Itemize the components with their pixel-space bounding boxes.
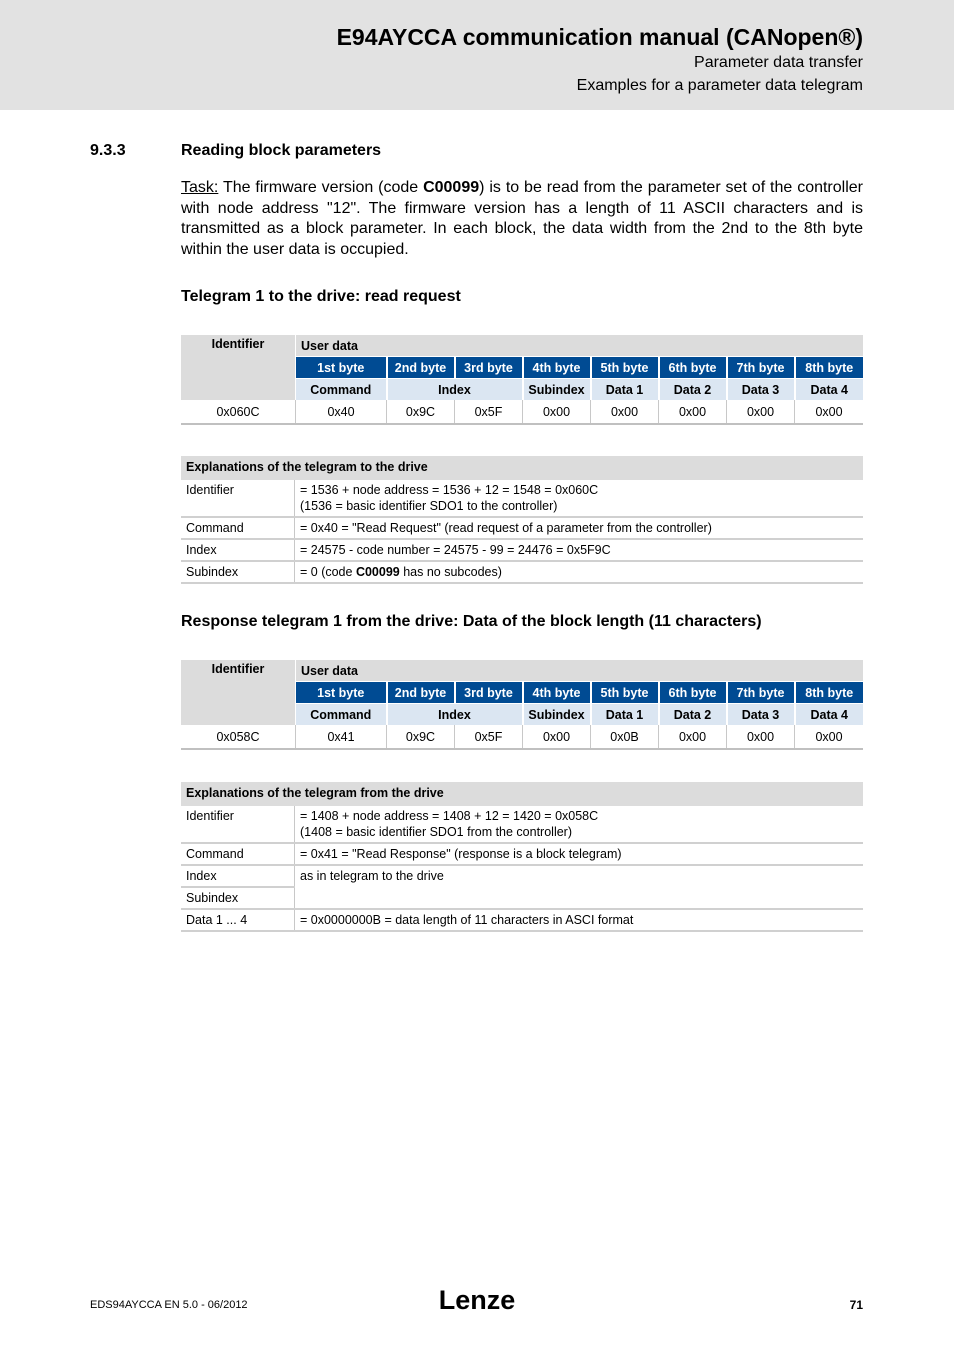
identifier-value: 0x060C [181, 400, 296, 424]
byte-value: 0x00 [591, 400, 659, 424]
telegram2-heading: Response telegram 1 from the drive: Data of the block length (11 characters) [181, 613, 762, 630]
field-header-data3: Data 3 [727, 379, 795, 401]
task-paragraph [181, 178, 863, 260]
byte-header: 2nd byte [387, 682, 455, 704]
byte-header: 8th byte [795, 682, 864, 704]
identifier-header: Identifier [181, 335, 296, 400]
explanation-text: = 0x0000000B = data length of 11 characters in ASCI format [295, 909, 864, 931]
explanation-label: Command [181, 843, 295, 865]
explanation-post: has no subcodes) [399, 565, 502, 579]
byte-value: 0x00 [659, 400, 727, 424]
byte-header: 4th byte [523, 682, 591, 704]
byte-value: 0x00 [659, 725, 727, 749]
page-number: 71 [849, 1298, 863, 1312]
section-number: 9.3.3 [90, 142, 126, 159]
task-text-2: ) is to be read from the parameter set of the controller with node address "12". The firmware version has a length of 11 ASCII characters and is transmitted as a block parameter. In each block, the data width from the 2nd to the 8th byte within the user data is occupied. [181, 179, 863, 258]
explanation-label: Identifier [181, 480, 295, 517]
field-header-data1: Data 1 [591, 379, 659, 401]
explanation-text [295, 806, 864, 843]
explanation-label: Subindex [181, 887, 295, 909]
user-data-header: User data [296, 660, 864, 682]
field-header-data2: Data 2 [659, 379, 727, 401]
explanation-line: = 1536 + node address = 1536 + 12 = 1548 = 0x060C [300, 483, 599, 497]
explanation-label: Command [181, 517, 295, 539]
explanation-pre: = 0 (code [300, 565, 356, 579]
byte-value: 0x00 [727, 725, 795, 749]
explanation2-table [181, 782, 863, 932]
byte-value: 0x41 [296, 725, 387, 749]
field-header-data3: Data 3 [727, 704, 795, 726]
byte-value: 0x0B [591, 725, 659, 749]
explanation-label: Subindex [181, 561, 295, 583]
chapter-title: Parameter data transfer [694, 54, 863, 71]
document-title: E94AYCCA communication manual (CANopen®) [336, 24, 863, 50]
byte-header: 7th byte [727, 357, 795, 379]
explanation-line: (1536 = basic identifier SDO1 to the controller) [300, 499, 558, 513]
telegram2-table [181, 660, 863, 750]
explanation-label: Identifier [181, 806, 295, 843]
explanation1-heading: Explanations of the telegram to the drive [181, 456, 863, 480]
lenze-logo [437, 1285, 517, 1315]
field-header-data2: Data 2 [659, 704, 727, 726]
explanation-text: = 0x41 = "Read Response" (response is a block telegram) [295, 843, 864, 865]
byte-header: 5th byte [591, 357, 659, 379]
logo-text: Lenze [438, 1285, 516, 1315]
byte-value: 0x9C [387, 400, 455, 424]
identifier-header: Identifier [181, 660, 296, 725]
field-header-index: Index [387, 704, 523, 726]
byte-value: 0x5F [455, 400, 523, 424]
explanation-label: Data 1 ... 4 [181, 909, 295, 931]
byte-header: 6th byte [659, 682, 727, 704]
explanation-line: = 1408 + node address = 1408 + 12 = 1420 = 0x058C [300, 809, 599, 823]
explanation-text: as in telegram to the drive [295, 865, 864, 909]
field-header-command: Command [296, 704, 387, 726]
field-header-data4: Data 4 [795, 379, 864, 401]
field-header-index: Index [387, 379, 523, 401]
byte-header: 4th byte [523, 357, 591, 379]
byte-value: 0x9C [387, 725, 455, 749]
field-header-subindex: Subindex [523, 704, 591, 726]
explanation-text: = 0x40 = "Read Request" (read request of a parameter from the controller) [295, 517, 864, 539]
explanation-line: (1408 = basic identifier SDO1 from the controller) [300, 825, 572, 839]
footer-doc-id: EDS94AYCCA EN 5.0 - 06/2012 [90, 1299, 248, 1311]
identifier-value: 0x058C [181, 725, 296, 749]
section-path: Examples for a parameter data telegram [576, 77, 863, 94]
explanation-text [295, 561, 864, 583]
byte-header: 8th byte [795, 357, 864, 379]
byte-header: 1st byte [296, 682, 387, 704]
explanation1-table [181, 456, 863, 584]
byte-header: 3rd byte [455, 682, 523, 704]
task-label: Task: [181, 179, 219, 196]
explanation-code: C00099 [355, 565, 400, 579]
byte-value: 0x00 [727, 400, 795, 424]
task-code: C00099 [423, 179, 480, 196]
explanation2-heading: Explanations of the telegram from the drive [181, 782, 863, 806]
section-title: Reading block parameters [181, 142, 382, 159]
byte-header: 6th byte [659, 357, 727, 379]
explanation-label: Index [181, 539, 295, 561]
explanation-text: = 24575 - code number = 24575 - 99 = 24476 = 0x5F9C [295, 539, 864, 561]
byte-value: 0x5F [455, 725, 523, 749]
byte-value: 0x00 [523, 400, 591, 424]
field-header-subindex: Subindex [523, 379, 591, 401]
user-data-header: User data [296, 335, 864, 357]
explanation-label: Index [181, 865, 295, 887]
telegram1-heading: Telegram 1 to the drive: read request [181, 288, 461, 305]
byte-value: 0x00 [523, 725, 591, 749]
explanation-text [295, 480, 864, 517]
field-header-command: Command [296, 379, 387, 401]
task-text-1: The firmware version (code [218, 179, 424, 196]
byte-header: 2nd byte [387, 357, 455, 379]
byte-header: 5th byte [591, 682, 659, 704]
byte-value: 0x00 [795, 725, 864, 749]
byte-value: 0x00 [795, 400, 864, 424]
page-header [0, 0, 954, 110]
field-header-data4: Data 4 [795, 704, 864, 726]
byte-value: 0x40 [296, 400, 387, 424]
field-header-data1: Data 1 [591, 704, 659, 726]
telegram1-table [181, 335, 863, 425]
byte-header: 7th byte [727, 682, 795, 704]
byte-header: 3rd byte [455, 357, 523, 379]
byte-header: 1st byte [296, 357, 387, 379]
